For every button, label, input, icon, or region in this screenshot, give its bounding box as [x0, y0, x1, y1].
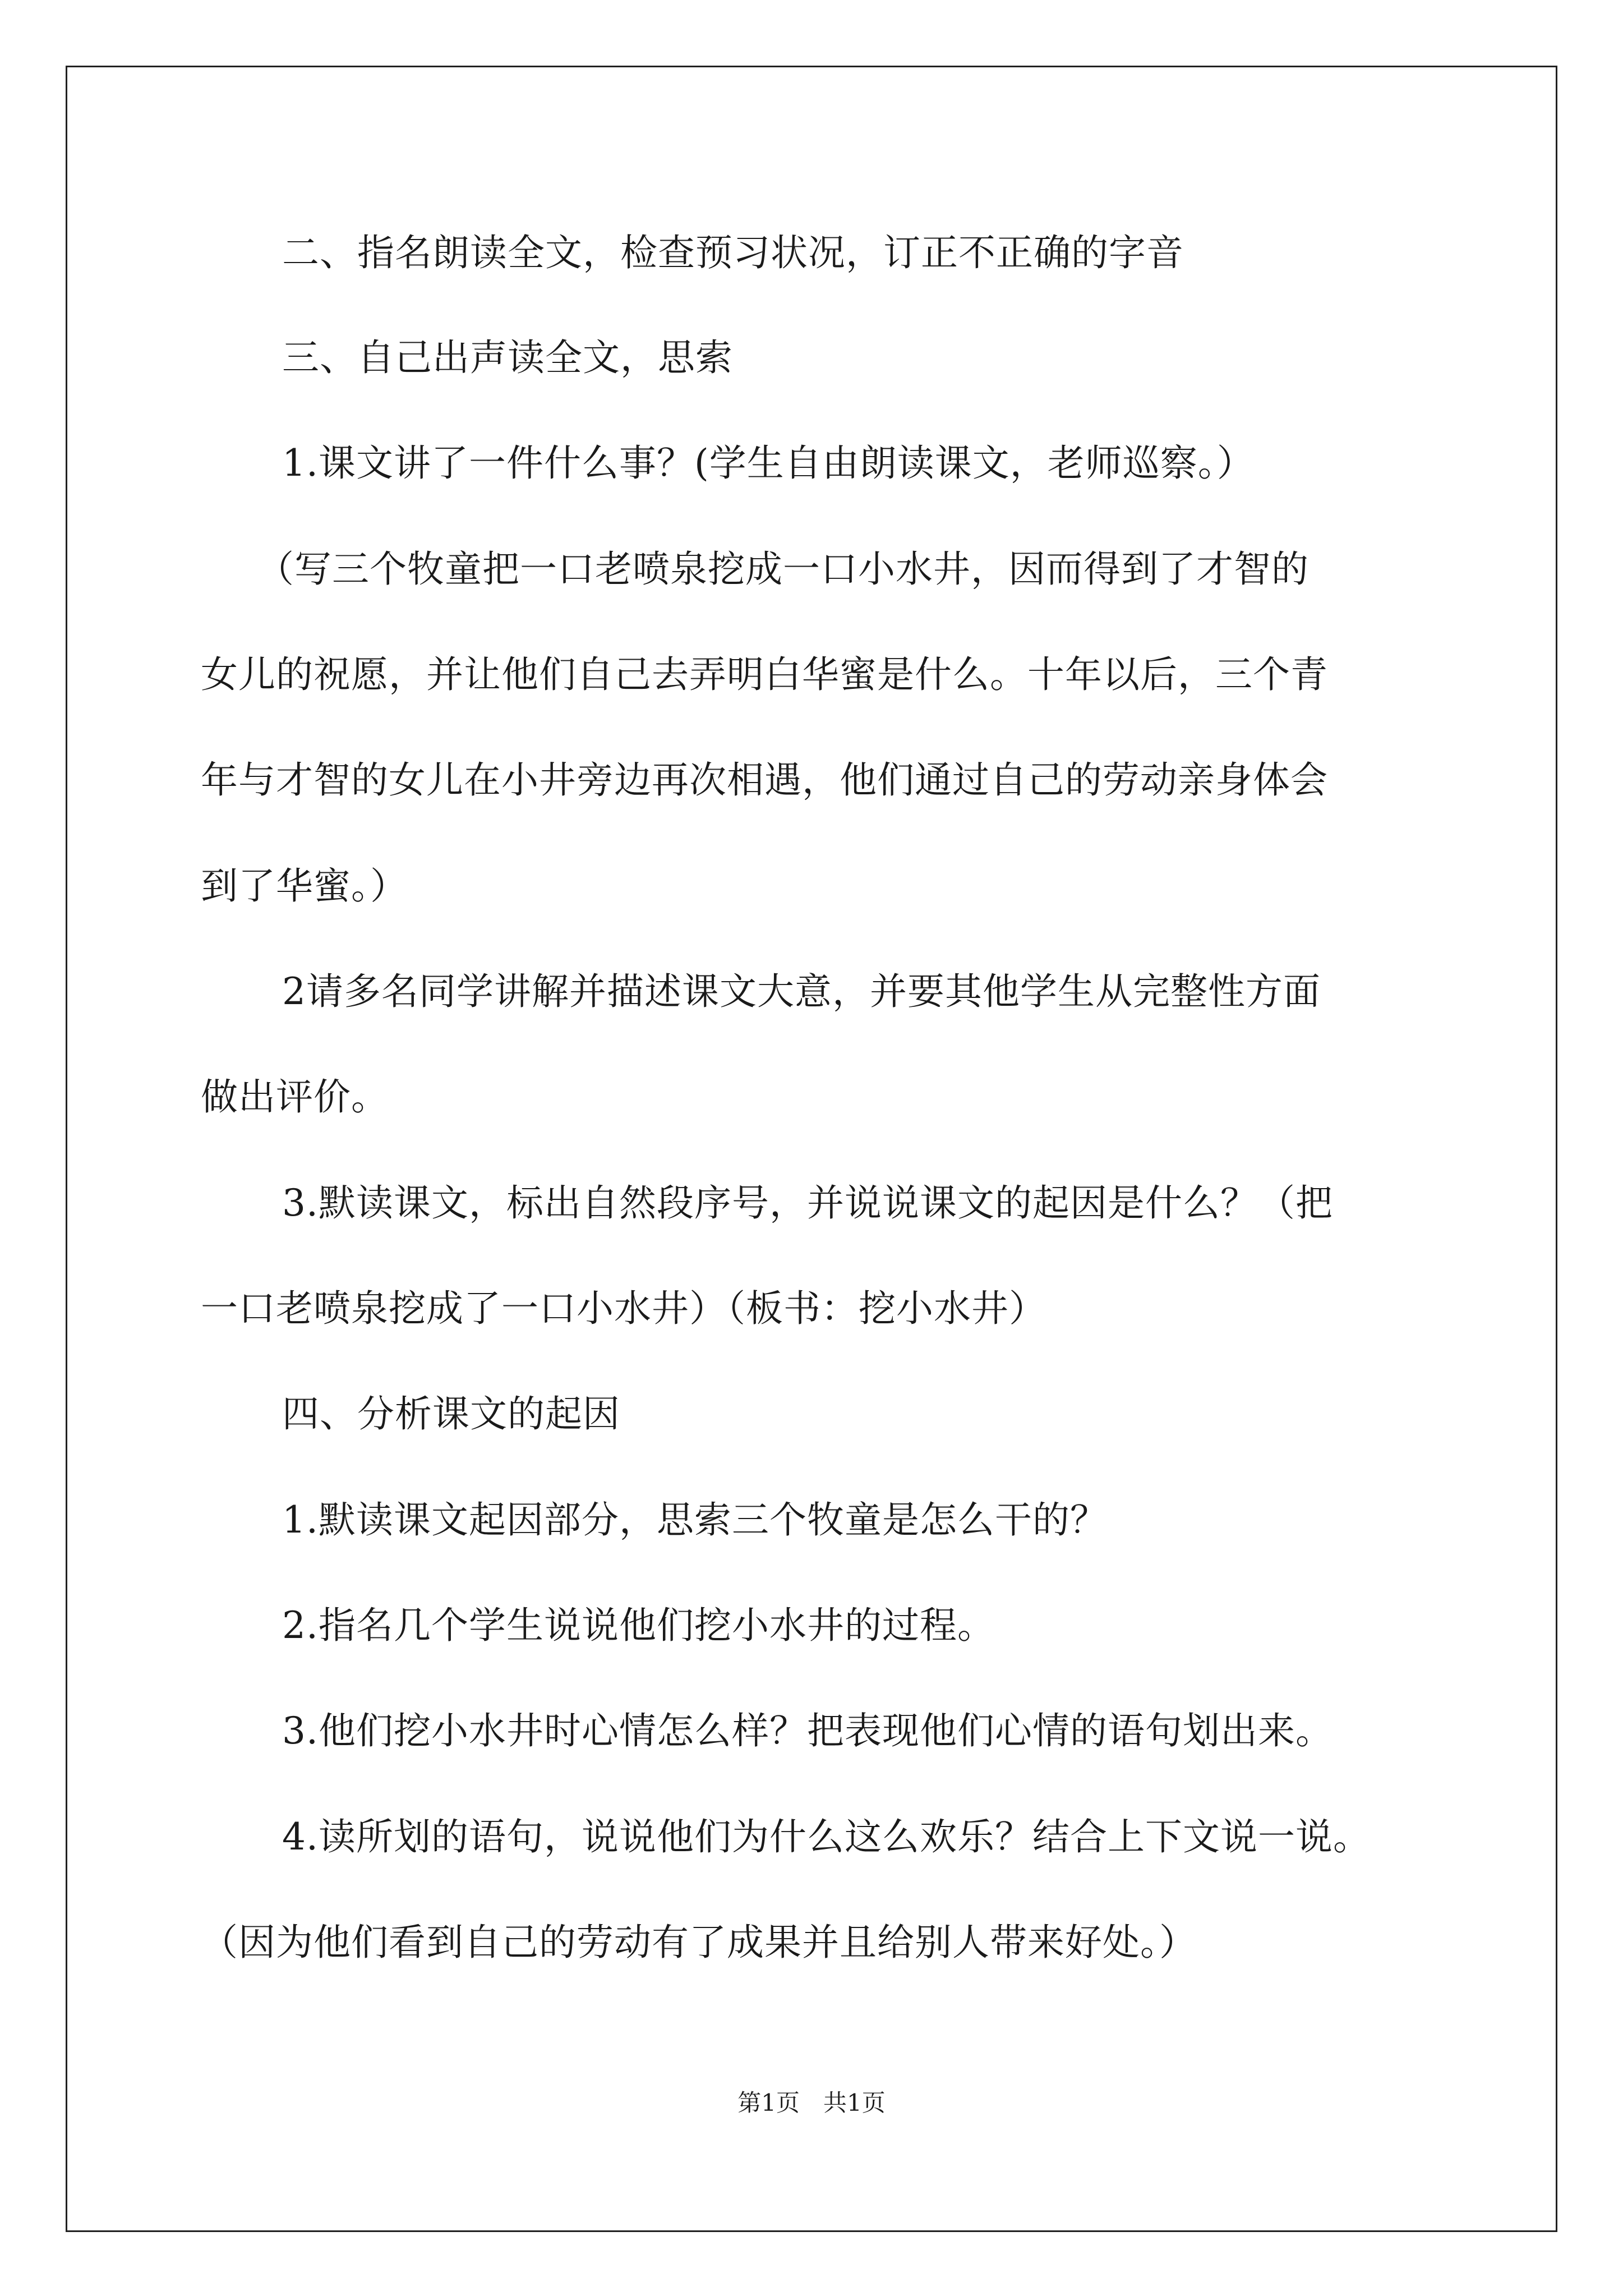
- text-line: 二、指名朗读全文，检查预习状况，订正不正确的字音: [282, 231, 1184, 274]
- text-line: 女儿的祝愿，并让他们自己去弄明白华蜜是什么。十年以后，三个青: [201, 653, 1328, 696]
- text-line: 一口老喷泉挖成了一口小水井）（板书：挖小水井）: [201, 1287, 1046, 1330]
- text-line: 四、分析课文的起因: [282, 1392, 620, 1435]
- text-line: 年与才智的女儿在小井旁边再次相遇，他们通过自己的劳动亲身体会: [201, 758, 1328, 802]
- text-line: 1.默读课文起因部分，思索三个牧童是怎么干的？: [282, 1498, 1108, 1542]
- text-line: （写三个牧童把一口老喷泉挖成一口小水井，因而得到了才智的: [257, 547, 1309, 591]
- text-line: 1.课文讲了一件什么事？(学生自由朗读课文，老师巡察。）: [282, 441, 1255, 485]
- text-line: 三、自己出声读全文，思索: [282, 336, 733, 379]
- text-line: 3.默读课文，标出自然段序号，并说说课文的起因是什么？（把: [282, 1181, 1333, 1225]
- page-border: [66, 66, 1557, 2232]
- text-line: 到了华蜜。）: [201, 864, 408, 908]
- page-number-footer: 第1页 共1页: [737, 2089, 886, 2116]
- text-line: 做出评价。: [201, 1075, 389, 1119]
- text-line: （因为他们看到自己的劳动有了成果并且给别人带来好处。）: [201, 1921, 1197, 1964]
- text-line: 3.他们挖小水井时心情怎么样？把表现他们心情的语句划出来。: [282, 1709, 1333, 1752]
- text-line: 2请多名同学讲解并描述课文大意，并要其他学生从完整性方面: [282, 970, 1321, 1013]
- text-line: 2.指名几个学生说说他们挖小水井的过程。: [282, 1604, 995, 1647]
- text-line: 4.读所划的语句，说说他们为什么这么欢乐？结合上下文说一说。: [282, 1815, 1371, 1858]
